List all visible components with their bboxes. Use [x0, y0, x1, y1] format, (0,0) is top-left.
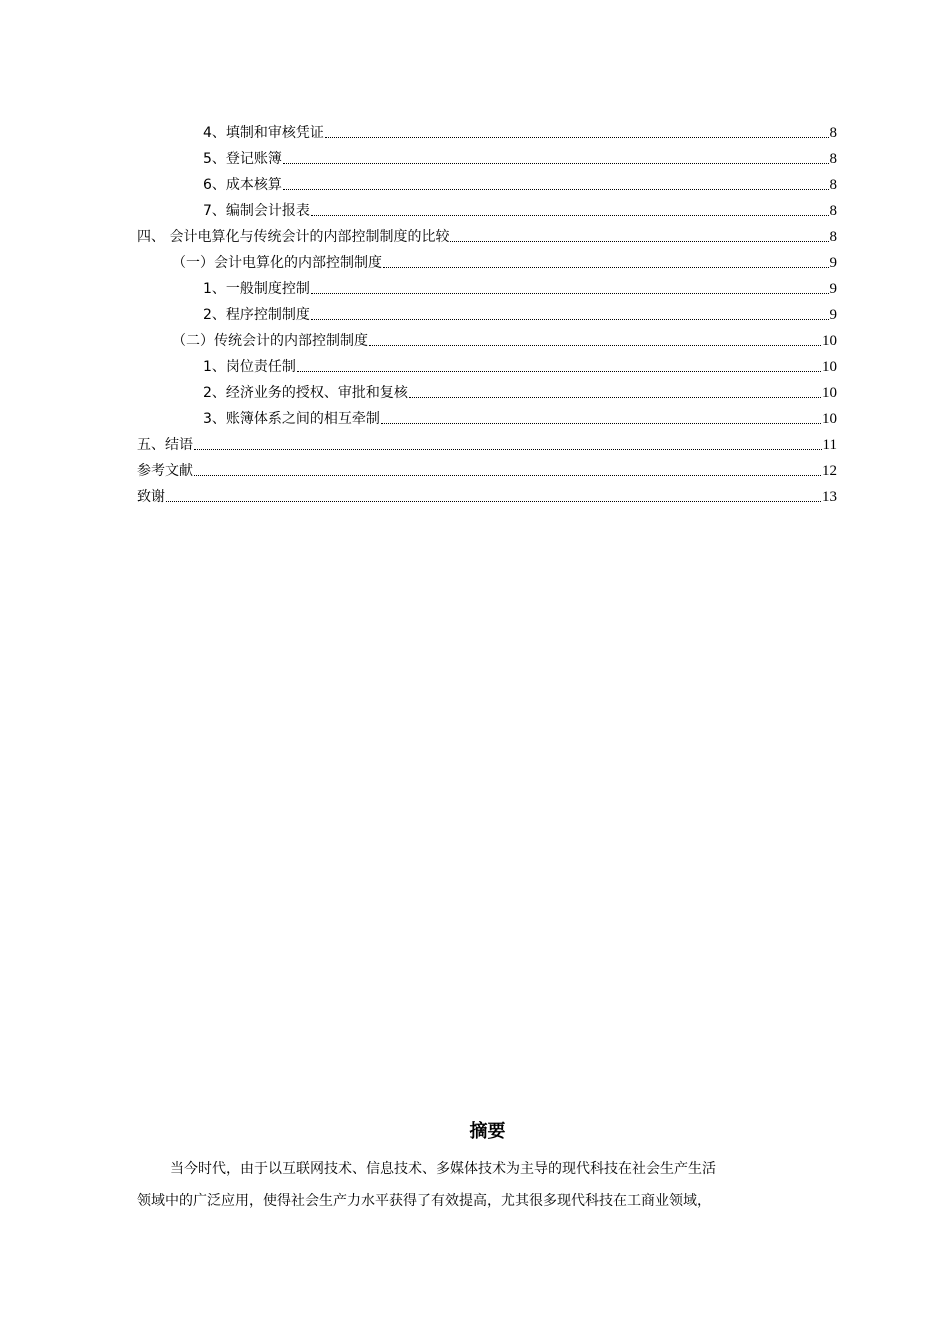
toc-entry[interactable]: [203, 174, 837, 194]
toc-entry-label: 5、登记账簿: [203, 151, 282, 167]
toc-entry[interactable]: [203, 200, 837, 220]
toc-entry-page: 8: [829, 229, 837, 245]
toc-entry-page: 11: [822, 437, 837, 453]
toc-entry[interactable]: [137, 226, 837, 246]
toc-entry[interactable]: [137, 486, 837, 506]
toc-entry-page: 10: [822, 333, 837, 349]
toc-entry-label: 6、成本核算: [203, 177, 282, 193]
toc-leader-dots: [297, 358, 821, 376]
toc-entry-label: 1、岗位责任制: [203, 359, 296, 375]
abstract-text-line: 领域中的广泛应用，使得社会生产力水平获得了有效提高，尤其很多现代科技在工商业领域，: [137, 1193, 711, 1209]
toc-entry-label: 3、账簿体系之间的相互牵制: [203, 411, 380, 427]
toc-entry-label: 4、填制和审核凭证: [203, 125, 324, 141]
toc-leader-dots: [194, 462, 821, 480]
toc-entry-label: 致谢: [137, 489, 165, 505]
toc-entry-page: 8: [829, 203, 837, 219]
toc-entry-label: 四、 会计电算化与传统会计的内部控制制度的比较: [137, 229, 450, 245]
toc-entry-label: 7、编制会计报表: [203, 203, 310, 219]
toc-entry-page: 13: [822, 489, 837, 505]
toc-leader-dots: [325, 124, 829, 142]
toc-leader-dots: [381, 410, 821, 428]
toc-entry-page: 8: [829, 151, 837, 167]
toc-entry[interactable]: [137, 434, 837, 454]
toc-leader-dots: [311, 202, 829, 220]
toc-entry-label: 1、一般制度控制: [203, 281, 310, 297]
toc-entry-page: 10: [822, 411, 837, 427]
abstract-heading: 摘要: [469, 1121, 506, 1142]
toc-leader-dots: [383, 254, 829, 272]
toc-entry[interactable]: [172, 252, 837, 272]
toc-entry[interactable]: [203, 148, 837, 168]
toc-entry-label: 2、经济业务的授权、审批和复核: [203, 385, 408, 401]
abstract-paragraph: [137, 1153, 837, 1217]
toc-entry-label: 参考文献: [137, 463, 193, 479]
toc-leader-dots: [283, 176, 829, 194]
toc-entry-label: （一）会计电算化的内部控制制度: [172, 255, 382, 271]
toc-entry-label: （二）传统会计的内部控制制度: [172, 333, 368, 349]
toc-entry[interactable]: [203, 356, 837, 376]
abstract-text-line: 当今时代，由于以互联网技术、信息技术、多媒体技术为主导的现代科技在社会生产生活: [170, 1161, 716, 1177]
toc-entry-page: 10: [822, 359, 837, 375]
toc-entry-page: 9: [829, 307, 837, 323]
toc-entry[interactable]: [172, 330, 837, 350]
toc-leader-dots: [194, 436, 822, 454]
toc-entry-page: 9: [829, 255, 837, 271]
toc-entry-page: 8: [829, 125, 837, 141]
toc-entry-page: 10: [822, 385, 837, 401]
toc-entry-page: 12: [822, 463, 837, 479]
toc-entry[interactable]: [203, 278, 837, 298]
toc-leader-dots: [369, 332, 821, 350]
toc-leader-dots: [450, 228, 828, 246]
toc-entry[interactable]: [203, 408, 837, 428]
toc-entry-label: 2、程序控制制度: [203, 307, 310, 323]
toc-leader-dots: [166, 488, 821, 506]
toc-entry[interactable]: [203, 304, 837, 324]
toc-entry[interactable]: [137, 460, 837, 480]
toc-entry[interactable]: [203, 122, 837, 142]
toc-entry[interactable]: [203, 382, 837, 402]
toc-leader-dots: [409, 384, 821, 402]
toc-entry-page: 9: [829, 281, 837, 297]
toc-leader-dots: [311, 306, 829, 324]
toc-leader-dots: [283, 150, 829, 168]
toc-leader-dots: [311, 280, 829, 298]
toc-entry-page: 8: [829, 177, 837, 193]
toc-entry-label: 五、结语: [137, 437, 193, 453]
